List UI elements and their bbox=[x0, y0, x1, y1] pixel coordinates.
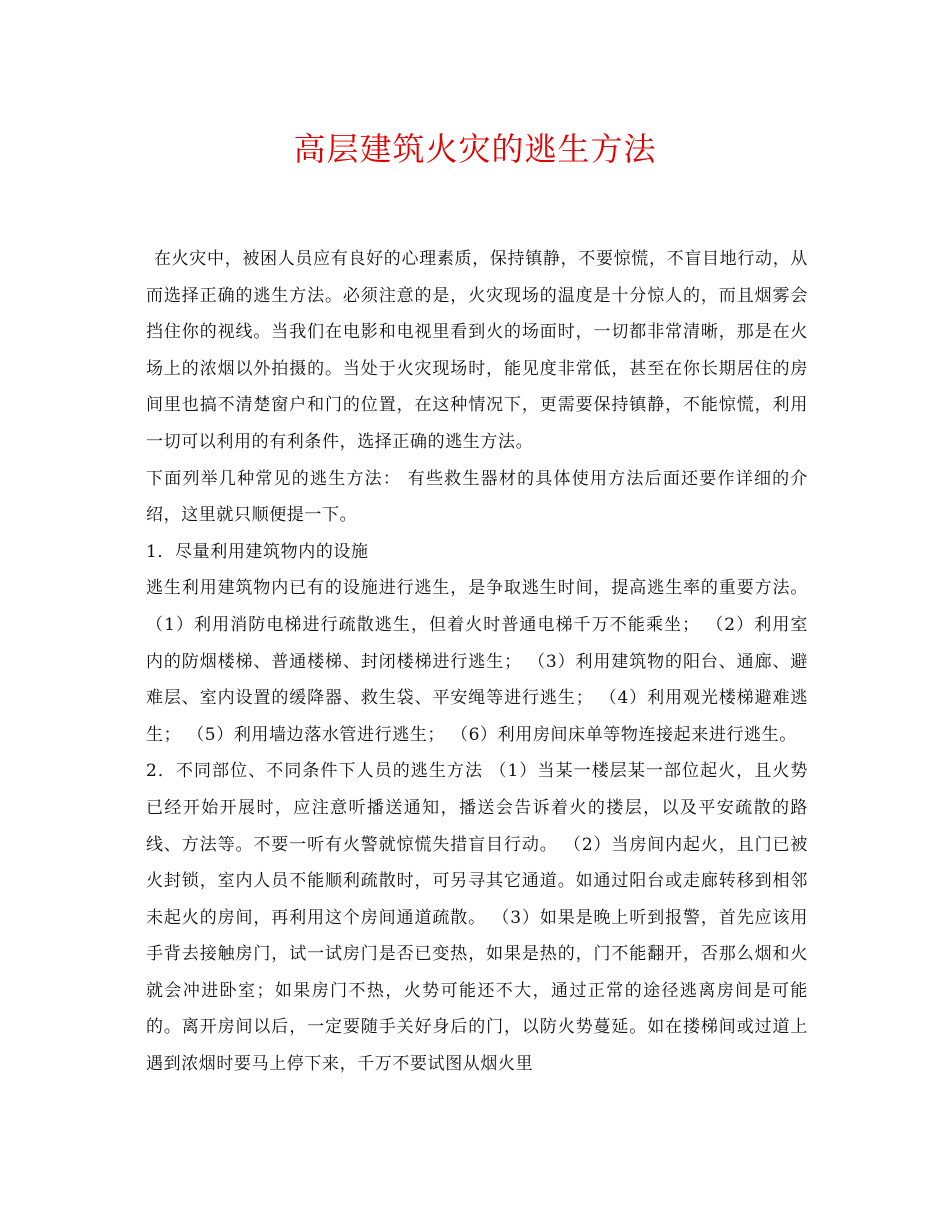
paragraph-methods-lead: 下面列举几种常见的逃生方法： 有些救生器材的具体使用方法后面还要作详细的介绍，这里就只顺便提一下。 bbox=[146, 468, 808, 526]
paragraph-intro: 在火灾中，被困人员应有良好的心理素质，保持镇静，不要惊慌，不盲目地行动，从而选择正确的逃生方法。必须注意的是，火灾现场的温度是十分惊人的，而且烟雾会挡住你的视线。当我们在电影和电视里看到火的场面时，一切都非常清晰，那是在火场上的浓烟以外拍摄的。当处于火灾现场时，能见度非常低，甚至在你长期居住的房间里也搞不清楚窗户和门的位置，在这种情况下，更需要保持镇静，不能惊慌，利用一切可以利用的有利条件，选择正确的逃生方法。 bbox=[146, 249, 808, 452]
paragraph-building-facilities: 逃生利用建筑物内已有的设施进行逃生，是争取逃生时间，提高逃生率的重要方法。 （1）利用消防电梯进行疏散逃生，但着火时普通电梯千万不能乘坐； （2）利用室内的防烟楼梯、普通楼梯、封闭楼梯进行逃生； （3）利用建筑物的阳台、通廊、避难层、室内设置的缓降器、救生袋、平安绳等进行逃生； （4）利用观光楼梯避难逃生； （5）利用墙边落水管进行逃生； （6）利用房间床单等物连接起来进行逃生。 bbox=[146, 578, 808, 745]
section-heading-1: 1．尽量利用建筑物内的设施 bbox=[146, 541, 369, 562]
paragraph-different-locations: 2．不同部位、不同条件下人员的逃生方法 （1）当某一楼层某一部位起火，且火势已经开始开展时，应注意听播送通知，播送会告诉着火的搂层，以及平安疏散的路线、方法等。不要一听有火警就惊慌失措盲目行动。 （2）当房间内起火，且门已被火封锁，室内人员不能顺利疏散时，可另寻其它通道。如通过阳台或走廊转移到相邻未起火的房间，再利用这个房间通道疏散。 （3）如果是晚上听到报警，首先应该用手背去接触房门，试一试房门是否已变热，如果是热的，门不能翻开，否那么烟和火就会冲进卧室；如果房门不热，火势可能还不大，通过正常的途径逃离房间是可能的。离开房间以后，一定要随手关好身后的门，以防火势蔓延。如在搂梯间或过道上遇到浓烟时要马上停下来，千万不要试图从烟火里 bbox=[146, 761, 808, 1075]
document-body bbox=[146, 241, 808, 1083]
document-title: 高层建筑火灾的逃生方法 bbox=[293, 130, 657, 168]
